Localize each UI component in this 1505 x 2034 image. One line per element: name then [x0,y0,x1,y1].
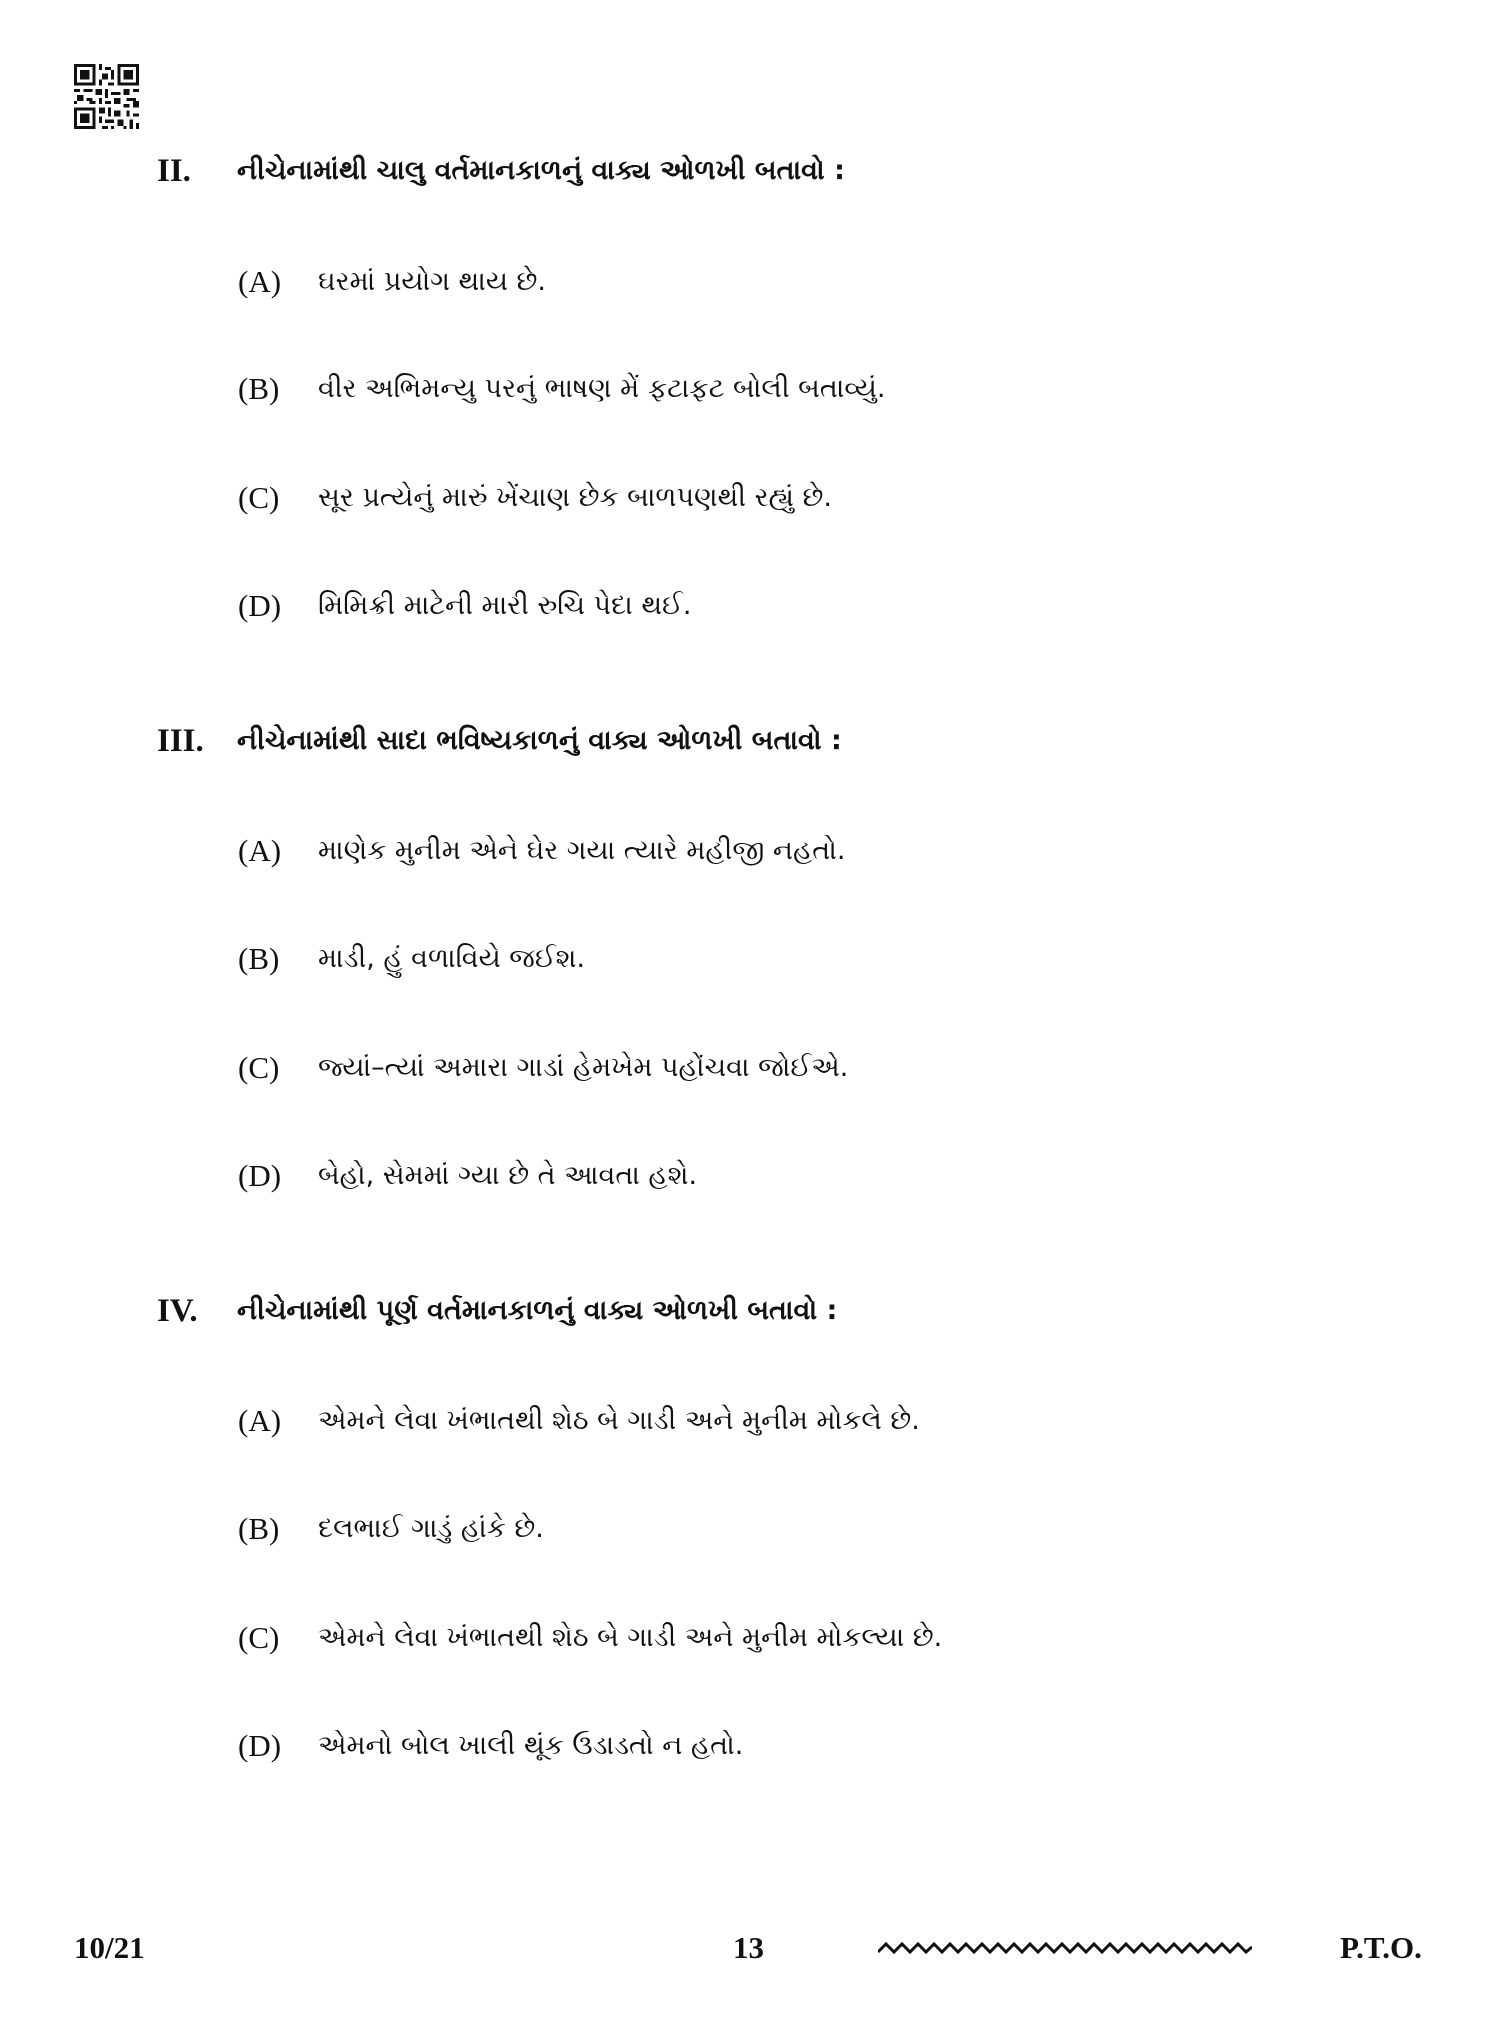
option-text: એમને લેવા ખંભાતથી શેઠ બે ગાડી અને મુનીમ મોકલે છે. [318,1405,920,1436]
option-a [238,831,1338,871]
option-text: સૂર પ્રત્યેનું મારું ખેંચાણ છેક બાળપણથી રહ્યું છે. [318,482,832,513]
option-c [238,1618,1338,1658]
option-c [238,1048,1338,1088]
option-d [238,1156,1338,1196]
option-c [238,478,1338,518]
option-b [238,369,1338,409]
option-label: (C) [238,1620,280,1655]
option-text: વીર અભિમન્યુ પરનું ભાષણ મેં ફટાફટ બોલી બતાવ્યું. [318,373,886,404]
option-text: માણેક મુનીમ એને ઘેર ગયા ત્યારે મહીજી નહતો. [318,835,846,866]
question-block [150,151,1400,191]
pto-label: P.T.O. [1340,1930,1422,1965]
wavy-line-icon [878,1938,1252,1958]
option-label: (D) [238,1158,282,1193]
option-text: ઘરમાં પ્રયોગ થાય છે. [318,266,547,297]
option-label: (A) [238,1403,282,1438]
option-label: (D) [238,1728,282,1763]
page-number: 13 [733,1930,764,1965]
option-text: દલભાઈ ગાડું હાંકે છે. [318,1513,544,1544]
option-text: માડી, હું વળાવિયે જઈશ. [318,943,586,974]
option-a [238,1401,1338,1441]
question-number: III. [157,723,204,759]
question-heading [150,151,1400,191]
question-number: II. [157,153,191,189]
option-text: બેહો, સેમમાં ગ્યા છે તે આવતા હશે. [318,1160,698,1191]
option-b [238,939,1338,979]
qr-code-icon [73,64,140,129]
option-a [238,262,1338,302]
option-label: (A) [238,833,282,868]
option-label: (C) [238,480,280,515]
question-prompt: નીચેનામાંથી સાદા ભવિષ્યકાળનું વાક્ય ઓળખી બતાવો : [237,725,842,756]
question-number: IV. [157,1293,198,1329]
question-prompt: નીચેનામાંથી ચાલુ વર્તમાનકાળનું વાક્ય ઓળખી બતાવો : [237,155,845,186]
option-text: એમને લેવા ખંભાતથી શેઠ બે ગાડી અને મુનીમ મોકલ્યા છે. [318,1622,943,1653]
option-label: (A) [238,264,282,299]
option-label: (B) [238,941,280,976]
question-block [150,721,1400,761]
question-prompt: નીચેનામાંથી પૂર્ણ વર્તમાનકાળનું વાક્ય ઓળખી બતાવો : [237,1295,838,1326]
option-b [238,1509,1338,1549]
option-d [238,1726,1338,1766]
question-heading [150,1291,1400,1331]
option-label: (B) [238,1511,280,1546]
option-text: એમનો બોલ ખાલી થૂંક ઉડાડતો ન હતો. [318,1730,744,1761]
option-d [238,586,1338,626]
question-block [150,1291,1400,1331]
option-label: (D) [238,588,282,623]
paper-code: 10/21 [74,1930,145,1965]
option-text: જ્યાં–ત્યાં અમારા ગાડાં હેમખેમ પહોંચવા જોઈએ. [318,1052,849,1083]
question-heading [150,721,1400,761]
option-text: મિમિક્રી માટેની મારી રુચિ પેદા થઈ. [318,590,692,621]
option-label: (C) [238,1050,280,1085]
option-label: (B) [238,371,280,406]
